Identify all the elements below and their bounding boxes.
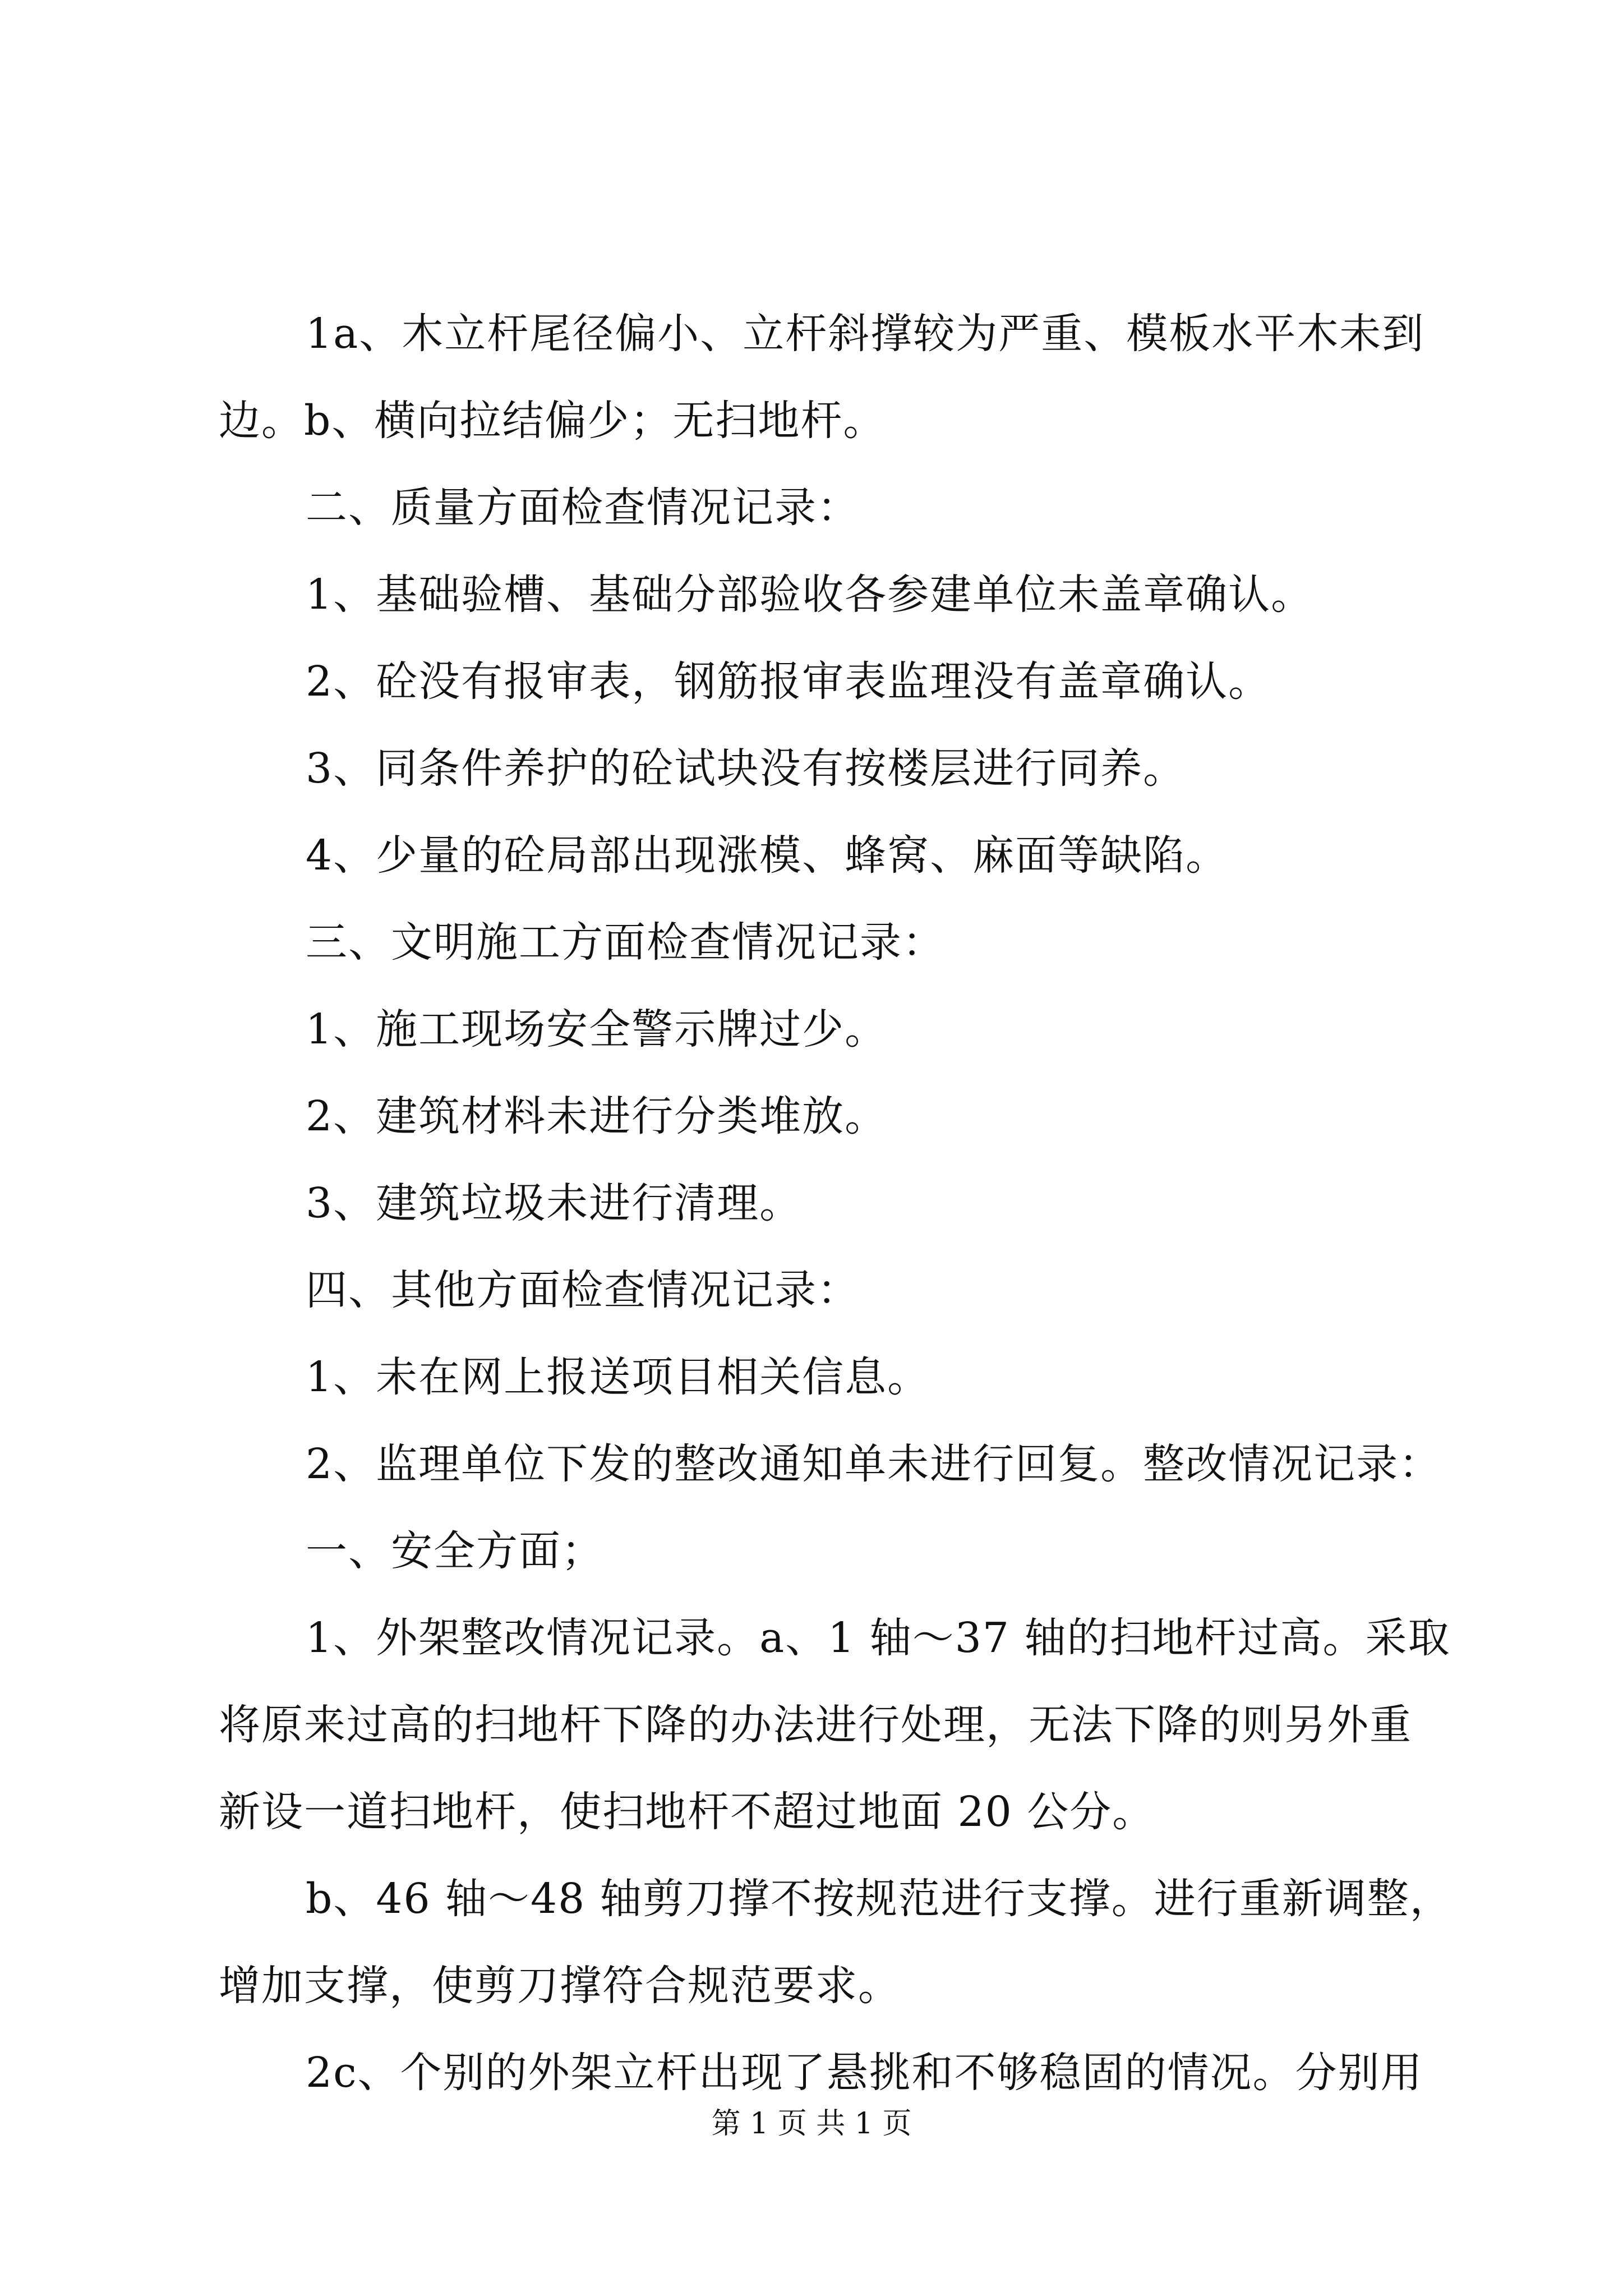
section-heading: 一、安全方面；: [306, 1527, 604, 1575]
text-line: 增加支撑，使剪刀撑符合规范要求。: [219, 1962, 901, 2010]
text-line: 2、建筑材料未进行分类堆放。: [306, 1092, 888, 1140]
text-line: 2、砼没有报审表，钢筋报审表监理没有盖章确认。: [306, 657, 1271, 706]
text-line: 将原来过高的扫地杆下降的办法进行处理，无法下降的则另外重: [219, 1701, 1412, 1749]
text-line: 3、同条件养护的砼试块没有按楼层进行同养。: [306, 744, 1186, 793]
text-line: 1、基础验槽、基础分部验收各参建单位未盖章确认。: [306, 570, 1314, 619]
text-line: b、46 轴～48 轴剪刀撑不按规范进行支撑。进行重新调整，: [306, 1875, 1453, 1923]
text-line: 边。b、横向拉结偏少；无扫地杆。: [219, 397, 886, 445]
text-line: 1、施工现场安全警示牌过少。: [306, 1005, 888, 1053]
text-line: 2c、个别的外架立杆出现了悬挑和不够稳固的情况。分别用: [306, 2049, 1423, 2097]
text-line: 新设一道扫地杆，使扫地杆不超过地面 20 公分。: [219, 1788, 1155, 1836]
text-line: 3、建筑垃圾未进行清理。: [306, 1179, 803, 1227]
text-line: 1、未在网上报送项目相关信息。: [306, 1353, 930, 1401]
text-line: 1、外架整改情况记录。a、1 轴～37 轴的扫地杆过高。采取: [306, 1614, 1451, 1662]
page-number-footer: 第 1 页 共 1 页: [711, 2107, 912, 2141]
section-heading: 四、其他方面检查情况记录：: [306, 1266, 860, 1314]
text-line: 1a、木立杆尾径偏小、立杆斜撑较为严重、模板水平木未到: [306, 310, 1425, 358]
section-heading: 二、质量方面检查情况记录：: [306, 484, 860, 532]
text-line: 2、监理单位下发的整改通知单未进行回复。整改情况记录：: [306, 1440, 1442, 1488]
section-heading: 三、文明施工方面检查情况记录：: [306, 918, 945, 967]
text-line: 4、少量的砼局部出现涨模、蜂窝、麻面等缺陷。: [306, 831, 1229, 880]
